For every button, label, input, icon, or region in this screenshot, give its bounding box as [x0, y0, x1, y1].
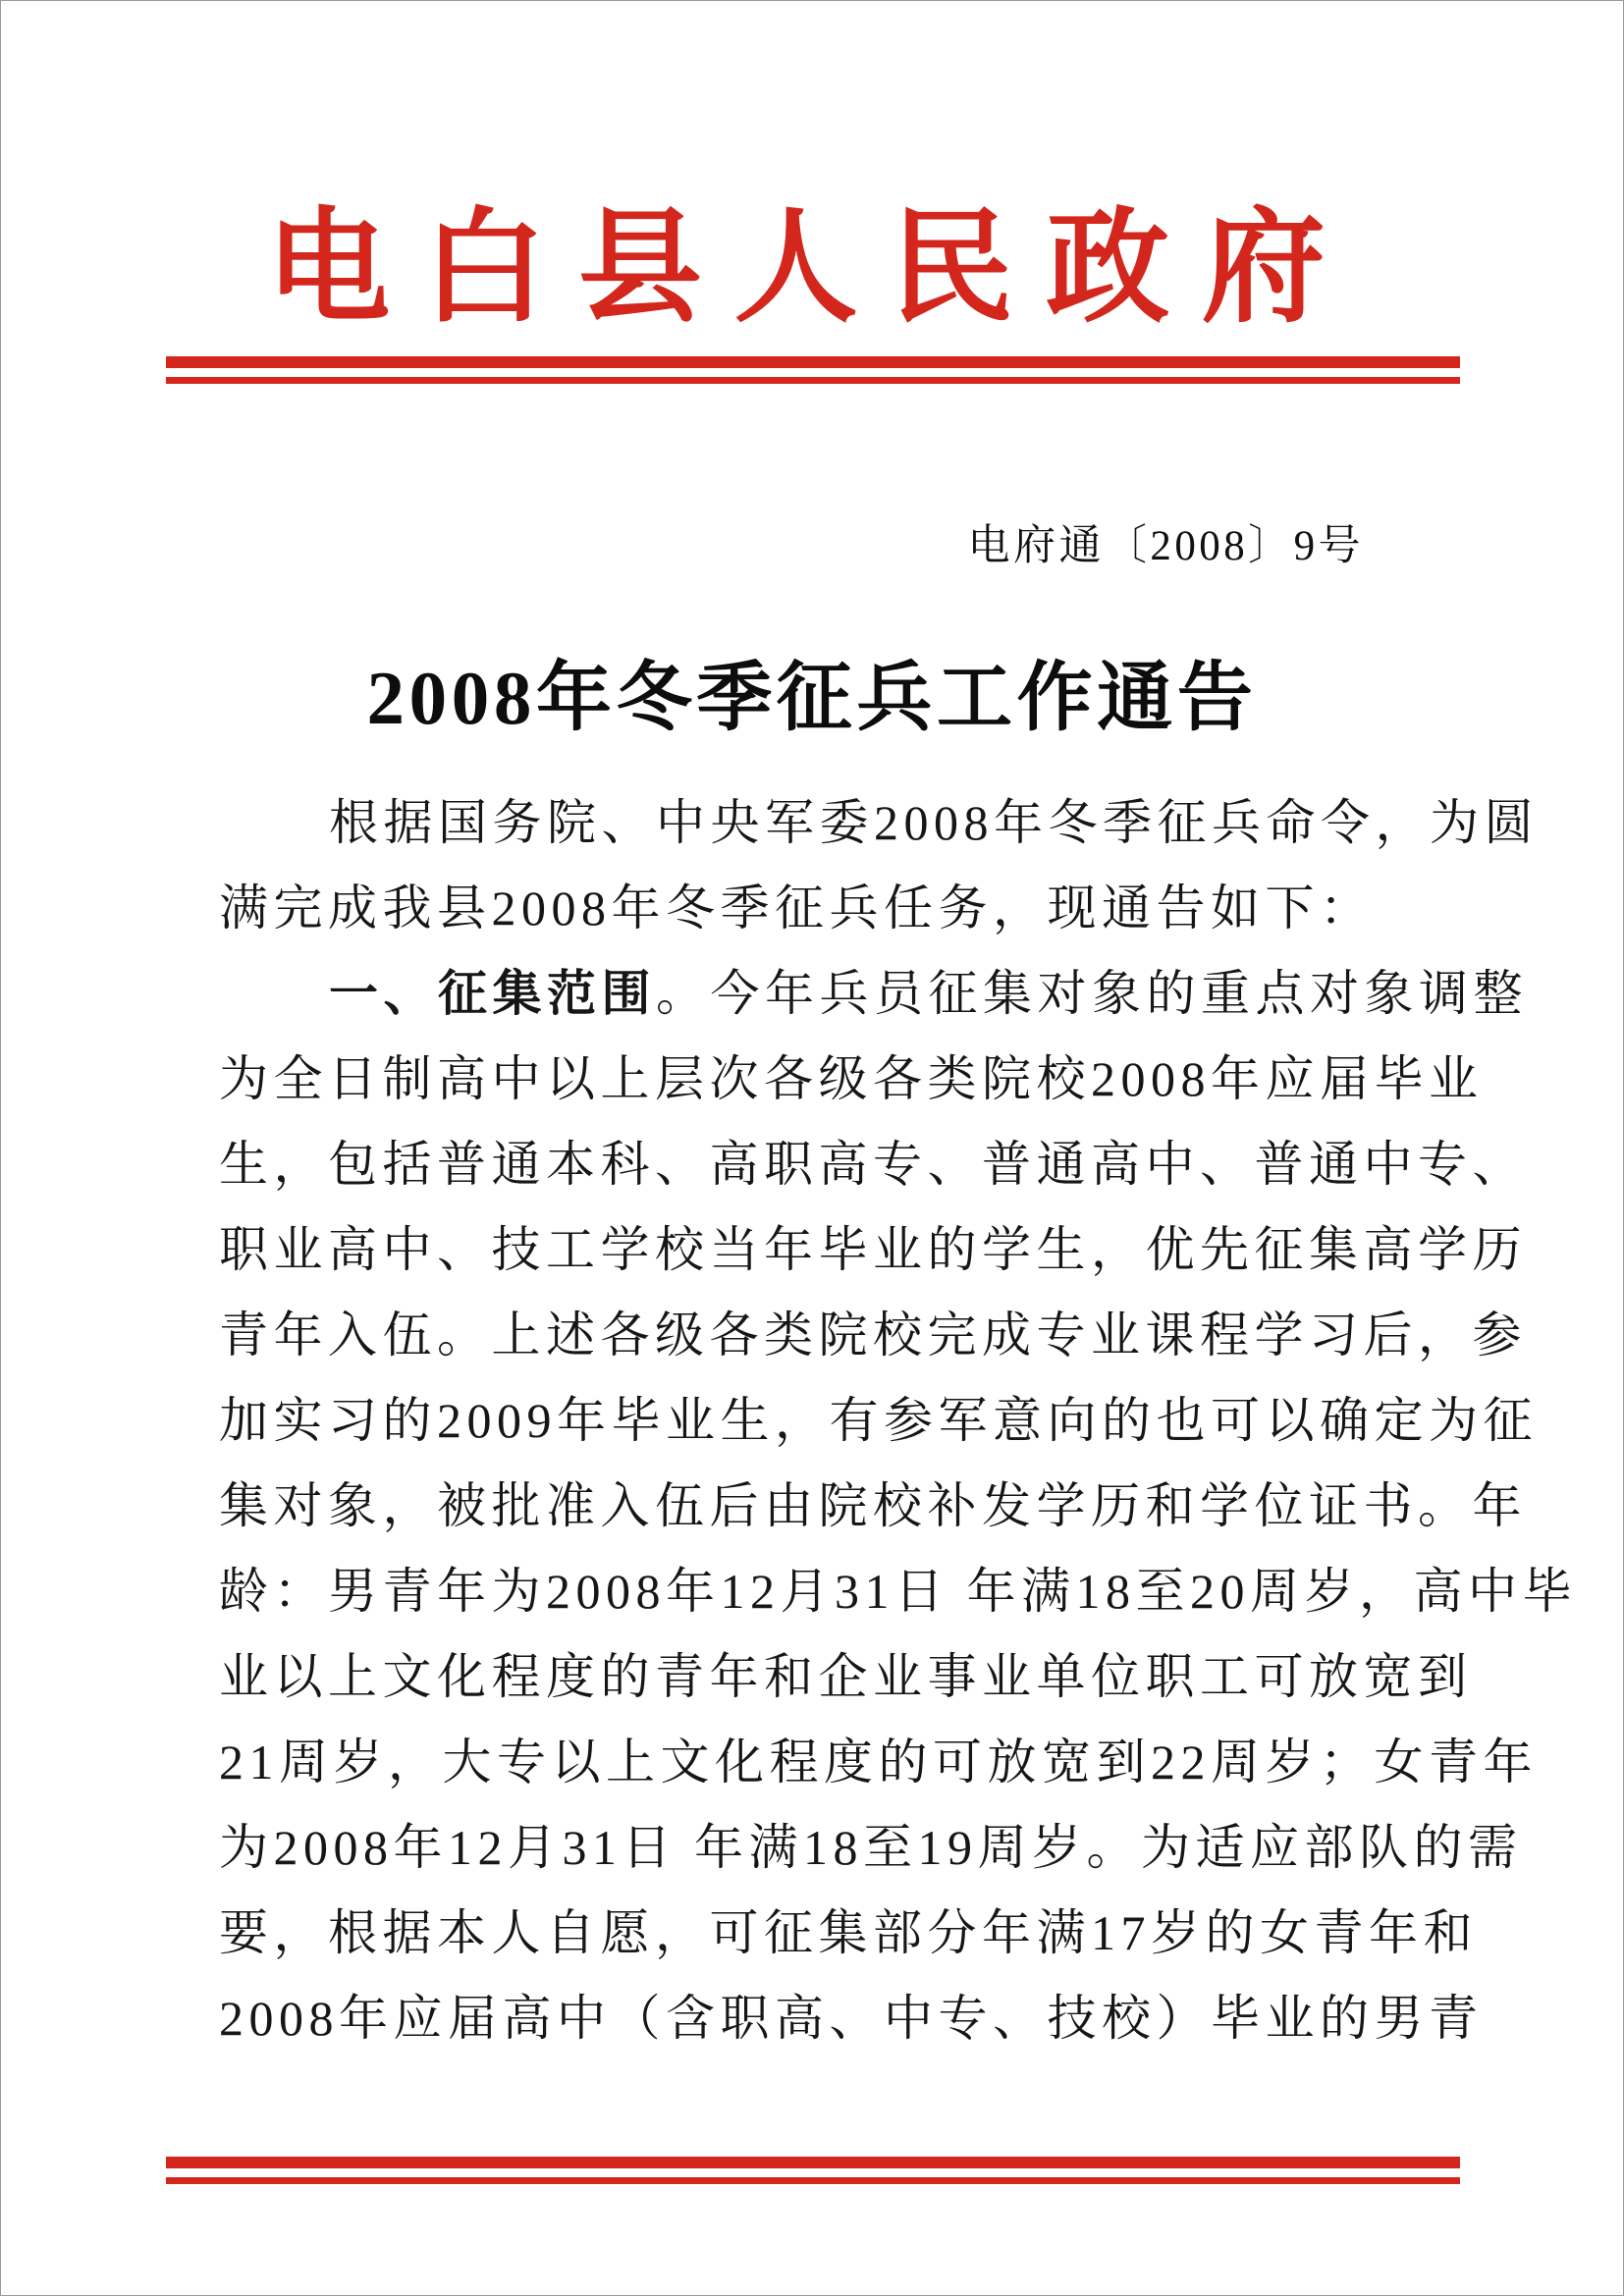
body-line	[219, 780, 1539, 866]
body-line-text: 要，根据本人自愿，可征集部分年满17岁的女青年和	[219, 1905, 1478, 1960]
body-line	[219, 1037, 1484, 1122]
body-line-text: 为2008年12月31日 年满18至19周岁。为适应部队的需	[219, 1820, 1523, 1875]
body-line-text: 2008年应届高中（含职高、中专、技校）毕业的男青	[219, 1991, 1484, 2046]
body-line-text: 21周岁，大专以上文化程度的可放宽到22周岁；女青年	[219, 1735, 1538, 1789]
body-line	[219, 1634, 1473, 1720]
body-line	[219, 1122, 1527, 1207]
body-line	[219, 1293, 1527, 1378]
divider-thick-rule	[166, 356, 1460, 368]
body-line	[219, 1976, 1484, 2061]
divider-thin-rule	[166, 377, 1460, 384]
body-line	[219, 951, 1528, 1037]
body-line-text: 。今年兵员征集对象的重点对象调整	[656, 966, 1528, 1021]
body-line-text: 龄：男青年为2008年12月31日 年满18至20周岁，高中毕	[219, 1564, 1577, 1619]
body-line-text: 生，包括普通本科、高职高专、普通高中、普通中专、	[219, 1137, 1527, 1192]
body-line-text: 根据国务院、中央军委2008年冬季征兵命令，为圆	[329, 795, 1539, 850]
body-line-text: 集对象，被批准入伍后由院校补发学历和学位证书。年	[219, 1478, 1527, 1533]
body-line	[219, 866, 1411, 951]
body-line-text: 青年入伍。上述各级各类院校完成专业课程学习后，参	[219, 1308, 1527, 1362]
divider-thick-rule	[166, 2157, 1460, 2168]
body-line	[219, 1378, 1538, 1464]
divider-gap	[166, 2168, 1460, 2177]
divider-thin-rule	[166, 2177, 1460, 2184]
document-number: 电府通〔2008〕9号	[967, 523, 1364, 569]
body-line	[219, 1207, 1527, 1293]
body-line	[219, 1464, 1527, 1549]
body-text	[219, 780, 1577, 2061]
body-line	[219, 1549, 1577, 1634]
section-heading: 一、征集范围	[329, 966, 656, 1021]
body-line-text: 为全日制高中以上层次各级各类院校2008年应届毕业	[219, 1051, 1484, 1106]
divider-gap	[166, 368, 1460, 377]
body-line-text: 加实习的2009年毕业生，有参军意向的也可以确定为征	[219, 1393, 1538, 1448]
letterhead-org-title: 电白县人民政府	[266, 201, 1358, 338]
body-line	[219, 1805, 1523, 1891]
body-line-text: 满完成我县2008年冬季征兵任务，现通告如下：	[219, 881, 1375, 935]
body-line	[219, 1891, 1478, 1976]
footer-divider	[166, 2157, 1460, 2184]
notice-title: 2008年冬季征兵工作通告	[366, 656, 1258, 740]
body-line	[219, 1720, 1538, 1805]
body-line-text: 职业高中、技工学校当年毕业的学生，优先征集高学历	[219, 1222, 1527, 1277]
body-line-text: 业以上文化程度的青年和企业事业单位职工可放宽到	[219, 1649, 1473, 1704]
letterhead-divider	[166, 356, 1460, 384]
